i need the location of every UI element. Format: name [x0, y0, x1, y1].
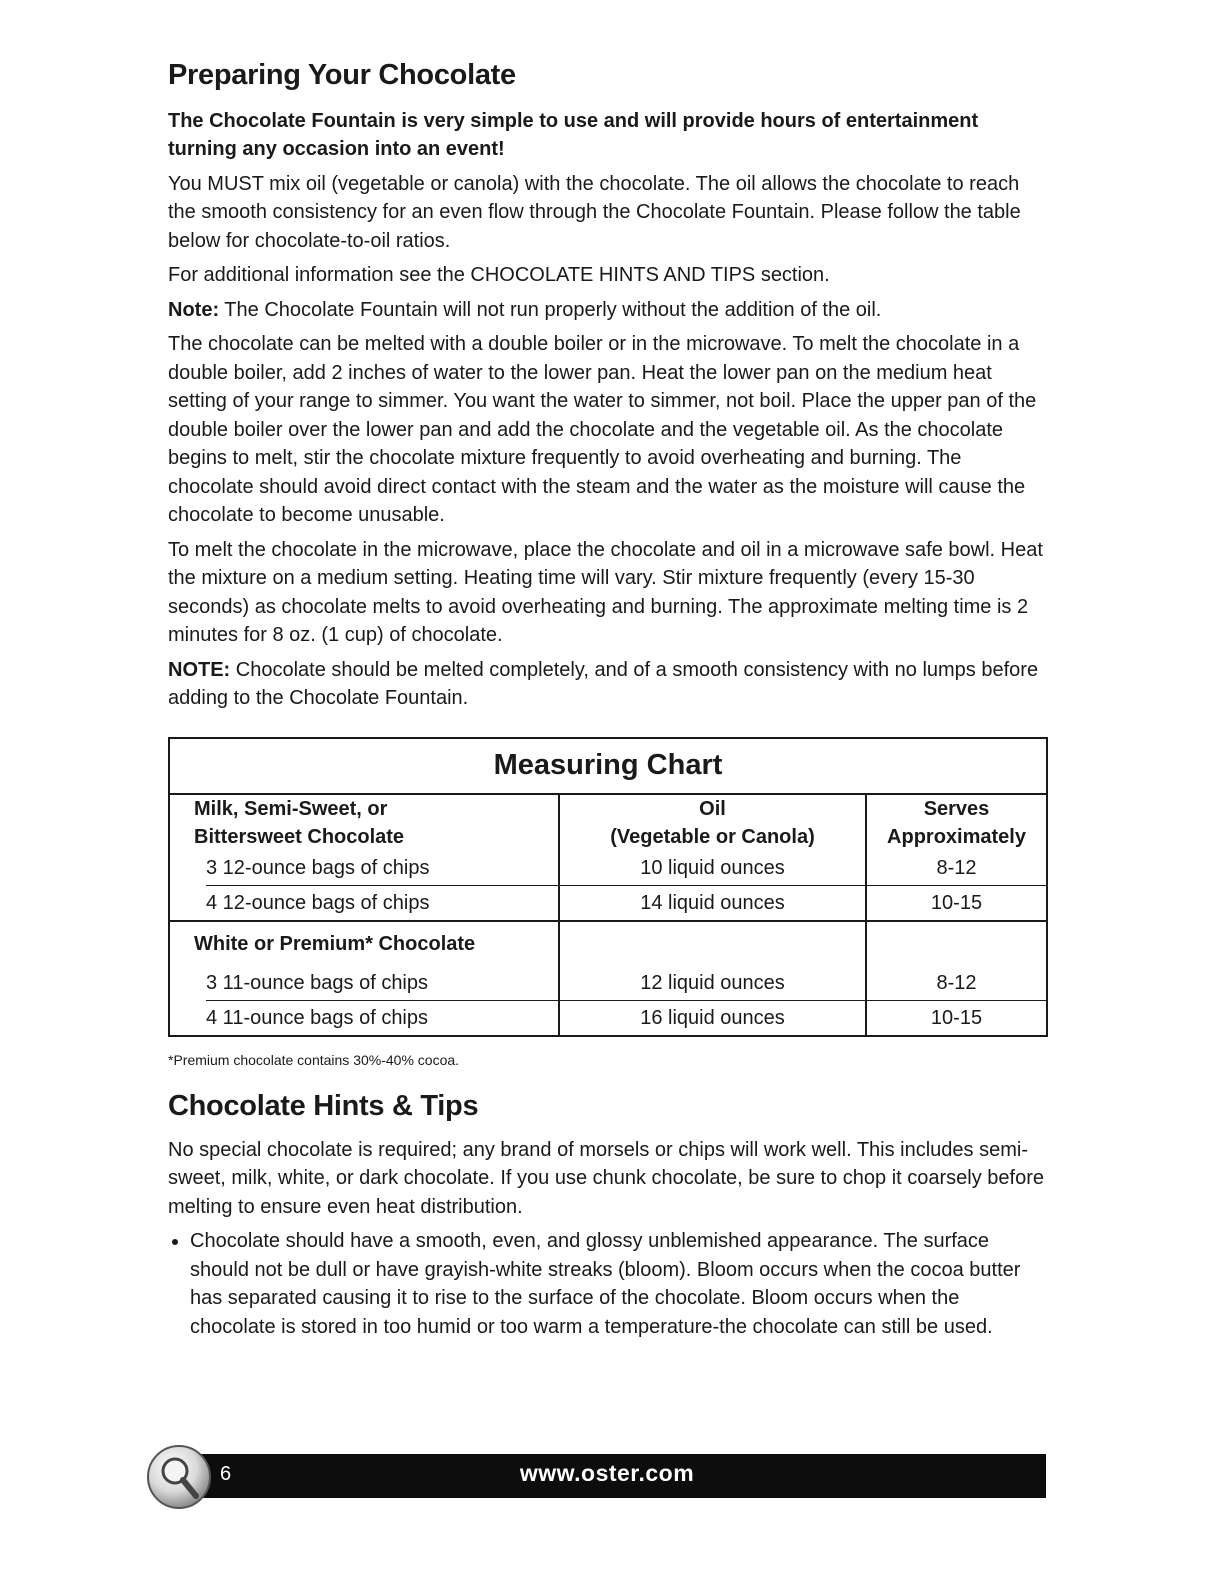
footer-url: www.oster.com — [519, 1460, 695, 1486]
measuring-chart — [168, 737, 1048, 1037]
table-row — [169, 1001, 1047, 1036]
cell-serves: 8-12 — [867, 851, 1046, 886]
paragraph-oil-mix: You MUST mix oil (vegetable or canola) with the chocolate. The oil allows the chocolate to reach the smooth consistency for an even flow through the Chocolate Fountain. Please follow the table below for chocolate-to-oil ratios. — [168, 172, 1021, 252]
cell-chocolate: 3 11-ounce bags of chips — [206, 966, 560, 1001]
cell-serves: 10-15 — [930, 891, 983, 914]
cell-serves: 10-15 — [930, 1006, 983, 1029]
section-title-hints: Chocolate Hints & Tips — [168, 1089, 479, 1122]
paragraph-additional-info: For additional information see the CHOCOLATE HINTS AND TIPS section. — [168, 264, 830, 287]
group-header-white-premium: White or Premium* Chocolate — [169, 921, 559, 966]
paragraph-microwave: To melt the chocolate in the microwave, place the chocolate and oil in a microwave safe bowl. Heat the mixture on a medium setting. Heating time will vary. Stir mixture frequently (every 15-30 seconds) as chocolate melts to avoid overheating and burning. The approximate melting time is 2 minutes for 8 oz. (1 cup) of chocolate. — [168, 538, 1043, 647]
cell-serves: 8-12 — [867, 966, 1046, 1001]
cell-oil: 14 liquid ounces — [559, 886, 866, 921]
footer-bar — [168, 1454, 1046, 1498]
chart-footnote: *Premium chocolate contains 30%-40% cocoa. — [168, 1051, 460, 1068]
col-header-serves: Serves Approximately — [887, 797, 1026, 848]
cell-chocolate: 4 11-ounce bags of chips — [169, 1001, 559, 1036]
page-content — [168, 58, 1048, 1341]
cell-oil: 16 liquid ounces — [559, 1001, 866, 1036]
page-number: 6 — [220, 1463, 232, 1485]
table-row — [169, 851, 1047, 886]
col-header-oil: Oil (Vegetable or Canola) — [559, 794, 866, 851]
chart-header-row — [169, 794, 1047, 851]
cell-oil: 10 liquid ounces — [560, 851, 865, 886]
table-row — [169, 886, 1047, 921]
lead-paragraph: The Chocolate Fountain is very simple to use and will provide hours of entertainment turning any occasion into an event! — [168, 109, 979, 161]
paragraph-double-boiler: The chocolate can be melted with a double boiler or in the microwave. To melt the chocolate in a double boiler, add 2 inches of water to the lower pan. Heat the lower pan on the medium heat setting of your range to simmer. You want the water to simmer, not boil. Place the upper pan of the double boiler over the lower pan and add the chocolate and the vegetable oil. As the chocolate begins to melt, stir the chocolate mixture frequently to avoid overheating and burning. The chocolate should avoid direct contact with the steam and the water as the moisture will cause the chocolate to become unusable. — [168, 333, 1037, 527]
note-label: NOTE: — [168, 658, 231, 681]
table-row — [169, 966, 1047, 1001]
note-label: Note: — [168, 298, 220, 321]
note-text: Chocolate should be melted completely, and of a smooth consistency with no lumps before adding to the Chocolate Fountain. — [168, 658, 1039, 710]
paragraph-special-chocolate: No special chocolate is required; any brand of morsels or chips will work well. This includes semi-sweet, milk, white, or dark chocolate. If you use chunk chocolate, be sure to chop it coarsely before melting to ensure even heat distribution. — [168, 1138, 1045, 1218]
cell-chocolate: 4 12-ounce bags of chips — [169, 886, 559, 921]
cell-chocolate: 3 12-ounce bags of chips — [206, 851, 560, 886]
note-melted — [168, 656, 1048, 713]
tips-list — [168, 1227, 1048, 1341]
magnifier-icon — [146, 1444, 212, 1510]
note-text: The Chocolate Fountain will not run properly without the addition of the oil. — [219, 298, 882, 321]
cell-oil: 12 liquid ounces — [560, 966, 865, 1001]
list-item: • Chocolate should have a smooth, even, and glossy unblemished appearance. The surface should not be dull or have grayish-white streaks (bloom). Bloom occurs when the cocoa butter has separated causing it to rise to the surface of the chocolate. Bloom occurs when the chocolate is stored in too humid or too warm a temperature-the chocolate can still be used. — [190, 1227, 1048, 1341]
chart-title: Measuring Chart — [169, 738, 1047, 794]
section-title-preparing: Preparing Your Chocolate — [168, 59, 516, 91]
note-oil — [168, 296, 1048, 325]
group-header-row — [169, 921, 1047, 966]
col-header-chocolate: Milk, Semi-Sweet, or Bittersweet Chocolate — [169, 794, 559, 851]
